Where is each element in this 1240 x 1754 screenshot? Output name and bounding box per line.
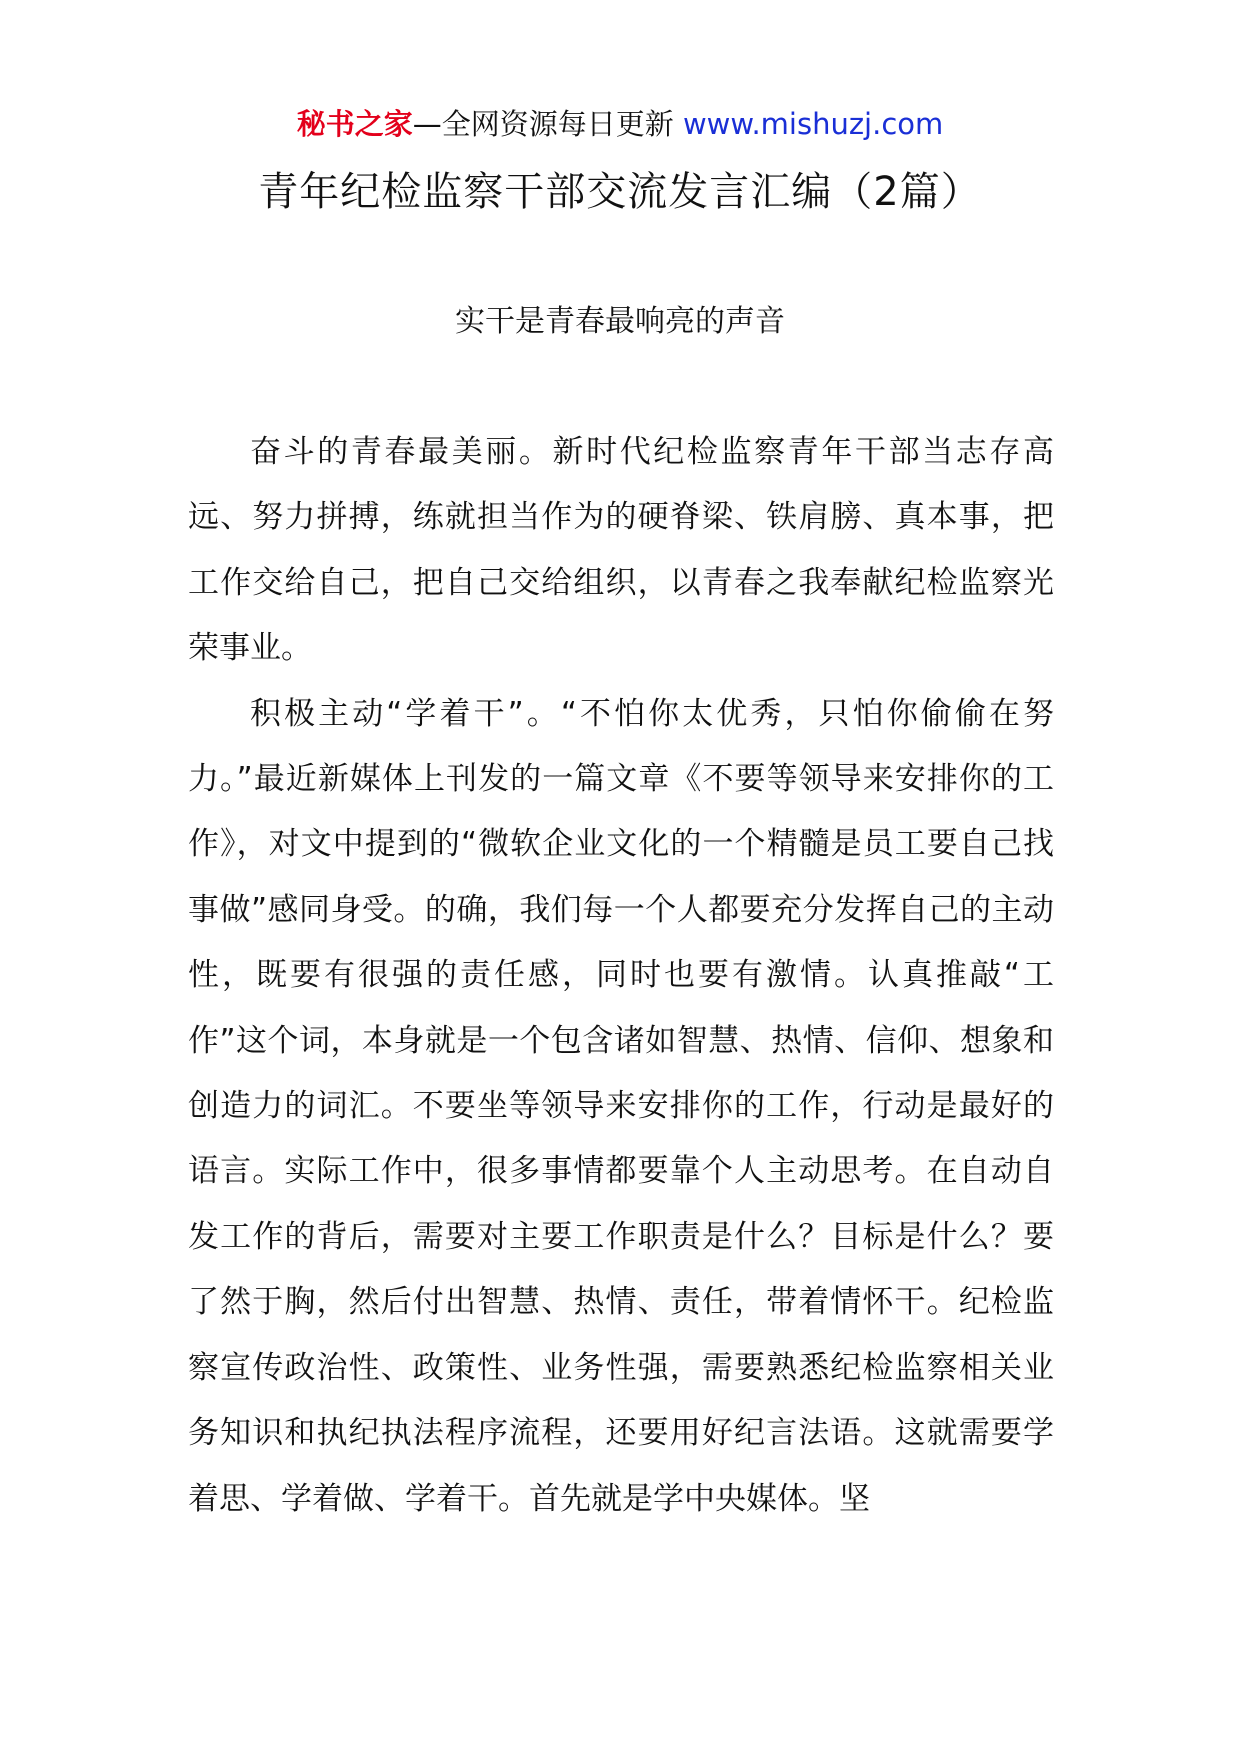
body-text bbox=[188, 420, 1054, 1532]
site-url-link[interactable]: www.mishuzj.com bbox=[682, 107, 944, 141]
section-subtitle: 实干是青春最响亮的声音 bbox=[455, 304, 785, 339]
brand-name: 秘书之家 bbox=[296, 107, 413, 141]
banner-tagline: —全网资源每日更新 bbox=[412, 107, 683, 141]
paragraph: 积极主动“学着干”。“不怕你太优秀，只怕你偷偷在努力。”最近新媒体上刊发的一篇文章《不要等领导来安排你的工作》，对文中提到的“微软企业文化的一个精髓是员工要自己找事做”感同身受。的确，我们每一个人都要充分发挥自己的主动性，既要有很强的责任感，同时也要有激情。认真推敲“工作”这个词，本身就是一个包含诸如智慧、热情、信仰、想象和创造力的词汇。不要坐等领导来安排你的工作，行动是最好的语言。实际工作中，很多事情都要靠个人主动思考。在自动自发工作的背后，需要对主要工作职责是什么？目标是什么？要了然于胸，然后付出智慧、热情、责任，带着情怀干。纪检监察宣传政治性、政策性、业务性强，需要熟悉纪检监察相关业务知识和执纪执法程序流程，还要用好纪言法语。这就需要学着思、学着做、学着干。首先就是学中央媒体。坚 bbox=[188, 695, 1054, 1517]
document-title: 青年纪检监察干部交流发言汇编（2篇） bbox=[258, 169, 982, 215]
site-banner bbox=[0, 100, 1240, 148]
paragraph: 奋斗的青春最美丽。新时代纪检监察青年干部当志存高远、努力拼搏，练就担当作为的硬脊梁、铁肩膀、真本事，把工作交给自己，把自己交给组织，以青春之我奉献纪检监察光荣事业。 bbox=[188, 434, 1054, 667]
